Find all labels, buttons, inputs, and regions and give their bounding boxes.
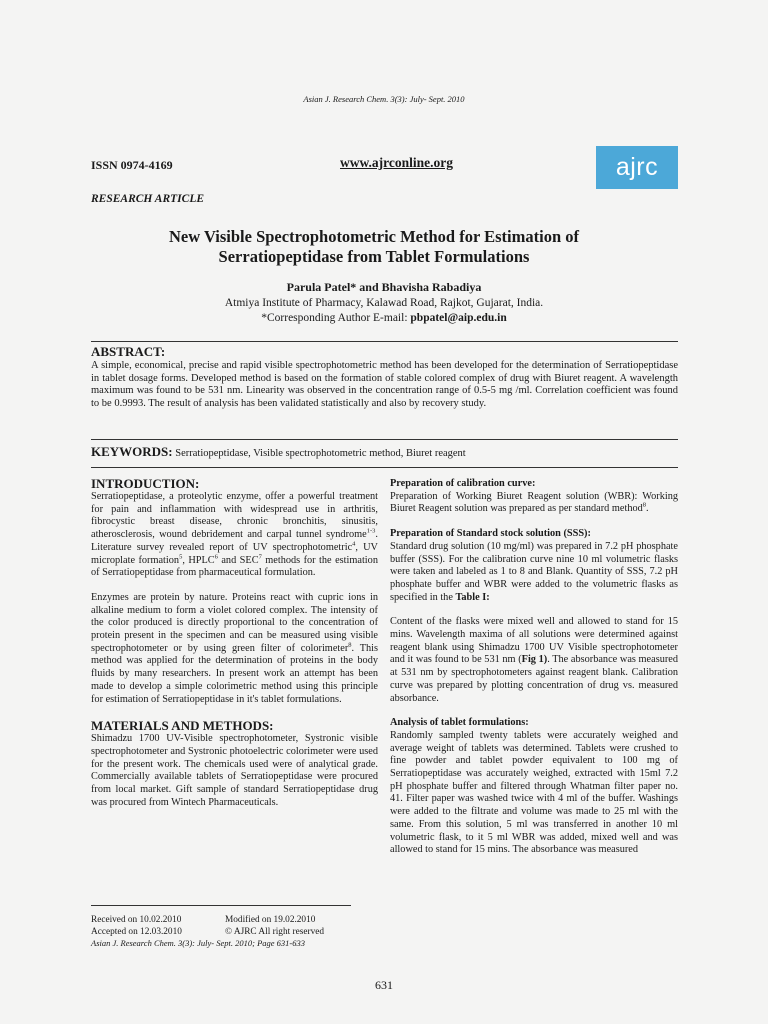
title-line-2: Serratiopeptidase from Tablet Formulations <box>218 247 530 266</box>
reference-8: 8 <box>348 641 352 649</box>
calibration-text-end: . <box>646 503 649 515</box>
reference-5: 5 <box>179 553 183 561</box>
affiliation-block <box>0 296 768 326</box>
issn-label: ISSN 0974-4169 <box>91 158 173 172</box>
introduction-paragraph-1 <box>91 491 378 580</box>
stock-solution-text: Standard drug solution (10 mg/ml) was prepared in 7.2 pH phosphate buffer (SSS). For the calibration curve nine 10 ml volumetric flasks were taken and labeled as 1 to 8 and Blank. Quantity of SSS, 7.2 pH phosphate buffer and WBR were added to the volumetric flasks as specified in the <box>390 540 678 603</box>
accepted-date: Accepted on 12.03.2010 <box>91 926 182 937</box>
abstract-top-rule <box>91 341 678 342</box>
article-dates <box>91 915 378 950</box>
reference-8-calibration: 8 <box>642 501 647 509</box>
intro-text-g: Enzymes are protein by nature. Proteins react with cupric ions in alkaline medium to form a violet colored complex. The intensity of the color produced is directly proportional to the concentration of protein present in the specimen and can be measured using visible spectrophotometer or by using green filter of colorimeter <box>91 591 378 654</box>
dates-row-1 <box>91 915 378 927</box>
keywords-text: Serratiopeptidase, Visible spectrophotometric method, Biuret reagent <box>172 448 466 459</box>
intro-text-b: . Literature survey revealed report of UV spectrophotometric <box>91 529 378 553</box>
corresponding-email[interactable]: pbpatel@aip.edu.in <box>410 312 507 324</box>
article-type-label: RESEARCH ARTICLE <box>91 193 205 205</box>
materials-heading: MATERIALS AND METHODS: <box>91 718 274 734</box>
abstract-body: A simple, economical, precise and rapid visible spectrophotometric method has been developed for the determination of Serratiopeptidase in tablet dosage forms. Developed method is based on the formation of stable colored complex of drug with Biuret reagent. A wavelength maximum was found to be 531 nm. Linearity was observed in the concentration range of 0.5-5 mg /ml. Correlation coefficient was found to be 0.9993. The result of analysis has been validated statistically and also by recovery study. <box>91 360 678 409</box>
calibration-heading: Preparation of calibration curve: <box>390 478 536 489</box>
intro-text-h: . This method was applied for the determination of proteins in the body fluids by many researchers. In present work an attempt has been made to develop a simple colorimetric method using this principle for estimation of Serratiopeptidase in it's tablet formulations. <box>91 642 378 705</box>
copyright-notice: © AJRC All right reserved <box>225 926 324 937</box>
calibration-paragraph <box>390 491 678 516</box>
calibration-text: Preparation of Working Biuret Reagent solution (WBR): Working Biuret Reagent solution was prepared as per standard method <box>390 490 678 515</box>
abstract-bottom-rule <box>91 439 678 440</box>
dates-row-2 <box>91 927 378 939</box>
content-text-b: . The absorbance was measured at 531 nm by spectrophotometers against reagent blank. Calibration curve was prepared by plotting concentration of drug vs. measured absorbance. <box>390 654 679 704</box>
ajrc-logo: ajrc <box>596 146 678 189</box>
reference-4: 4 <box>352 540 356 548</box>
keywords-label: KEYWORDS: <box>91 444 173 459</box>
author-names: Parula Patel* and Bhavisha Rabadiya <box>286 280 482 294</box>
reference-1-3: 1-3 <box>366 527 376 535</box>
corresponding-label: *Corresponding Author E-mail: <box>261 312 411 324</box>
content-text-a: Content of the flasks were mixed well and allowed to stand for 15 mins. Wavelength maxima of all solutions were determined against reagent blank using Shimadzu 1700 UV Visible spectrophotometer and it was found to be 531 nm ( <box>390 616 678 666</box>
figure-1-reference[interactable]: Fig 1) <box>521 654 548 666</box>
affiliation: Atmiya Institute of Pharmacy, Kalawad Road, Rajkot, Gujarat, India. <box>224 297 544 309</box>
title-line-1: New Visible Spectrophotometric Method for Estimation of <box>168 227 579 246</box>
right-column <box>390 478 678 857</box>
keywords-bottom-rule <box>91 467 678 468</box>
stock-solution-paragraph <box>390 541 678 605</box>
modified-date: Modified on 19.02.2010 <box>225 915 316 925</box>
introduction-paragraph-2 <box>91 592 378 706</box>
article-title <box>100 227 648 267</box>
left-column <box>91 476 378 809</box>
intro-text-c: , UV microplate formation <box>91 541 378 566</box>
intro-text-a: Serratiopeptidase, a proteolytic enzyme, offer a powerful treatment for pain and inflammation with widespread use in arthritis, fibrocystic breast disease, chronic bronchitis, sinusitis, atherosclerosis, wound debridement and carpal tunnel syndrome <box>91 491 378 541</box>
received-date: Received on 10.02.2010 <box>91 915 182 925</box>
footer-rule <box>91 905 351 906</box>
intro-text-e: and SEC <box>217 554 259 566</box>
abstract-heading: ABSTRACT: <box>91 344 166 359</box>
journal-citation-header: Asian J. Research Chem. 3(3): July- Sept. 2010 <box>303 94 465 104</box>
content-paragraph <box>390 616 678 705</box>
corresponding-author <box>0 311 768 326</box>
page-number: 631 <box>375 978 393 992</box>
journal-website-link[interactable]: www.ajrconline.org <box>340 155 453 170</box>
table-1-reference[interactable]: Table I: <box>455 591 490 603</box>
materials-paragraph: Shimadzu 1700 UV-Visible spectrophotometer, Systronic visible spectrophotometer and Systronic photoelectric colorimeter were used for the present work. The chemicals used were of analytical grade. Commercially available tablets of Serratiopeptidase were procured from local market. Gift sample of standard Serratiopeptidase drug was procured from Wintech Pharmaceuticals. <box>91 733 378 808</box>
reference-6: 6 <box>214 553 218 561</box>
analysis-heading: Analysis of tablet formulations: <box>390 717 529 729</box>
stock-solution-heading: Preparation of Standard stock solution (SSS): <box>390 528 591 540</box>
reference-7: 7 <box>258 553 262 561</box>
footer-citation: Asian J. Research Chem. 3(3): July- Sept. 2010; Page 631-633 <box>91 938 306 948</box>
analysis-paragraph: Randomly sampled twenty tablets were accurately weighed and average weight of tablets was determined. Tablets were crushed to fine powder and tablet powder equivalent to 100 mg of Serratiopeptidase was accurately weighed, extracted with 15ml 7.2 pH phosphate buffer and filtered through Whatman filter paper no. 41. Filter paper was washed twice with 4 ml of the buffer. Washings were added to the filtrate and volume was made to 25 ml with the same. From this solution, 5 ml was transferred in another 10 ml volumetric flask, to it 5 ml WBR was added, mixed well and was allowed to stand for 15 mins. The absorbance was measured <box>390 729 678 856</box>
intro-text-f: methods for the estimation of Serratiopeptidase from pharmaceutical formulation. <box>91 554 378 579</box>
keywords-line <box>91 444 466 460</box>
intro-text-d: , HPLC <box>182 554 215 566</box>
introduction-heading: INTRODUCTION: <box>91 476 200 491</box>
